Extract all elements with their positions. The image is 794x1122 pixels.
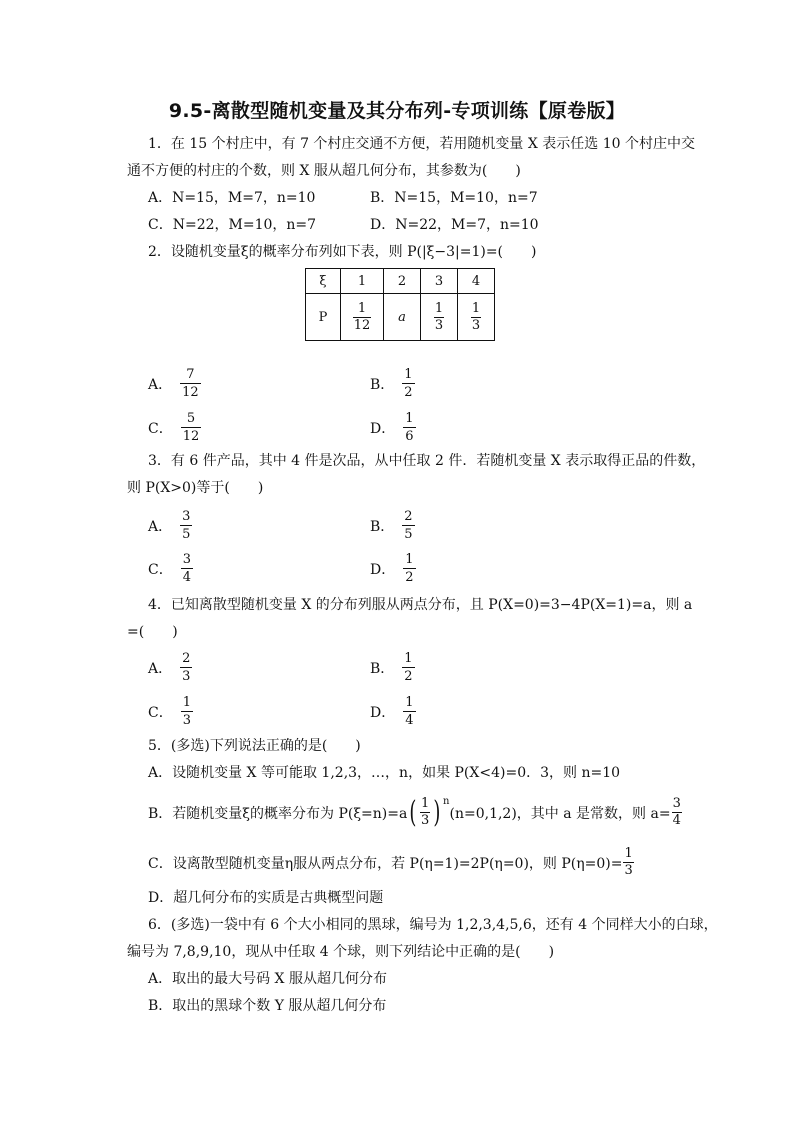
q4-stem-line1: 4．已知离散型随机变量 X 的分布列服从两点分布，且 P(X=0)=3−4P(X=1)=a，则 a: [148, 597, 693, 613]
q5-stem-line1: 5．(多选)下列说法正确的是( ): [148, 738, 361, 754]
q1-option-d: D．N=22，M=7，n=10: [370, 217, 539, 233]
q1-option-a: A．N=15，M=7，n=10: [148, 190, 316, 206]
q2-option-b: B． $\frac{1}{2}$: [370, 367, 413, 400]
q4-stem-line2: =( ): [127, 624, 178, 640]
q6-option-a: A．取出的最大号码 X 服从超几何分布: [148, 971, 387, 987]
q3-option-d: D． $\frac{1}{2}$: [370, 552, 414, 585]
q2-distribution-table: [305, 268, 495, 341]
q3-stem-line1: 3．有 6 件产品，其中 4 件是次品，从中任取 2 件．若随机变量 X 表示取得正品的件数，: [148, 453, 706, 469]
q4-option-c: C． $\frac{1}{3}$: [148, 695, 191, 728]
table-value-2: 2: [384, 269, 421, 294]
q3-option-b: B． $\frac{2}{5}$: [370, 509, 413, 542]
q4-option-d: D． $\frac{1}{4}$: [370, 695, 414, 728]
q1-stem-line1: 1．在 15 个村庄中，有 7 个村庄交通不方便，若用随机变量 X 表示任选 10 个村庄中交: [148, 136, 696, 152]
q2-stem-line1: 2．设随机变量ξ的概率分布列如下表，则 P(|ξ−3|=1)=( ): [148, 244, 537, 260]
table-prob-1: $\frac{1}{12}$: [341, 294, 384, 341]
q3-option-c: C． $\frac{3}{4}$: [148, 552, 191, 585]
q6-stem-line1: 6．(多选)一袋中有 6 个大小相同的黑球，编号为 1,2,3,4,5,6，还有 4 个同样大小的白球，: [148, 917, 718, 933]
table-value-3: 3: [421, 269, 458, 294]
q6-stem-line2: 编号为 7,8,9,10，现从中任取 4 个球，则下列结论中正确的是( ): [127, 944, 555, 960]
q3-stem-line2: 则 P(X>0)等于( ): [127, 480, 264, 496]
q6-option-b: B．取出的黑球个数 Y 服从超几何分布: [148, 998, 387, 1014]
table-value-4: 4: [458, 269, 495, 294]
q4-option-a: A． $\frac{2}{3}$: [148, 651, 191, 684]
q5-option-b: B．若随机变量ξ的概率分布为 P(ξ=n)=a( $\frac{1}{3}$ ) $^n$(n=0,1,2)，其中 a 是常数，则 a= $\frac{3}{4}$: [148, 794, 681, 830]
q5-option-a: A．设随机变量 X 等可能取 1,2,3，…，n，如果 P(X<4)=0．3，则 n=10: [148, 765, 621, 781]
table-value-1: 1: [341, 269, 384, 294]
q5-option-d: D．超几何分布的实质是古典概型问题: [148, 890, 384, 906]
q2-option-a: A． $\frac{7}{12}$: [148, 367, 199, 400]
table-prob-3: $\frac{1}{3}$: [421, 294, 458, 341]
q1-option-b: B．N=15，M=10，n=7: [370, 190, 538, 206]
q2-option-c: C． $\frac{5}{12}$: [148, 411, 200, 444]
q2-option-d: D． $\frac{1}{6}$: [370, 411, 414, 444]
table-header-xi: ξ: [306, 269, 341, 294]
table-prob-4: $\frac{1}{3}$: [458, 294, 495, 341]
q1-stem-line2: 通不方便的村庄的个数，则 X 服从超几何分布，其参数为( ): [127, 163, 521, 179]
q3-option-a: A． $\frac{3}{5}$: [148, 509, 191, 542]
table-prob-2: a: [384, 294, 421, 341]
q4-option-b: B． $\frac{1}{2}$: [370, 651, 413, 684]
q5-option-c: C．设离散型随机变量η服从两点分布，若 P(η=1)=2P(η=0)，则 P(η=0)= $\frac{1}{3}$: [148, 846, 633, 878]
page-title: 9.5-离散型随机变量及其分布列-专项训练【原卷版】: [168, 100, 626, 122]
q1-option-c: C．N=22，M=10，n=7: [148, 217, 317, 233]
table-header-p: P: [306, 294, 341, 341]
